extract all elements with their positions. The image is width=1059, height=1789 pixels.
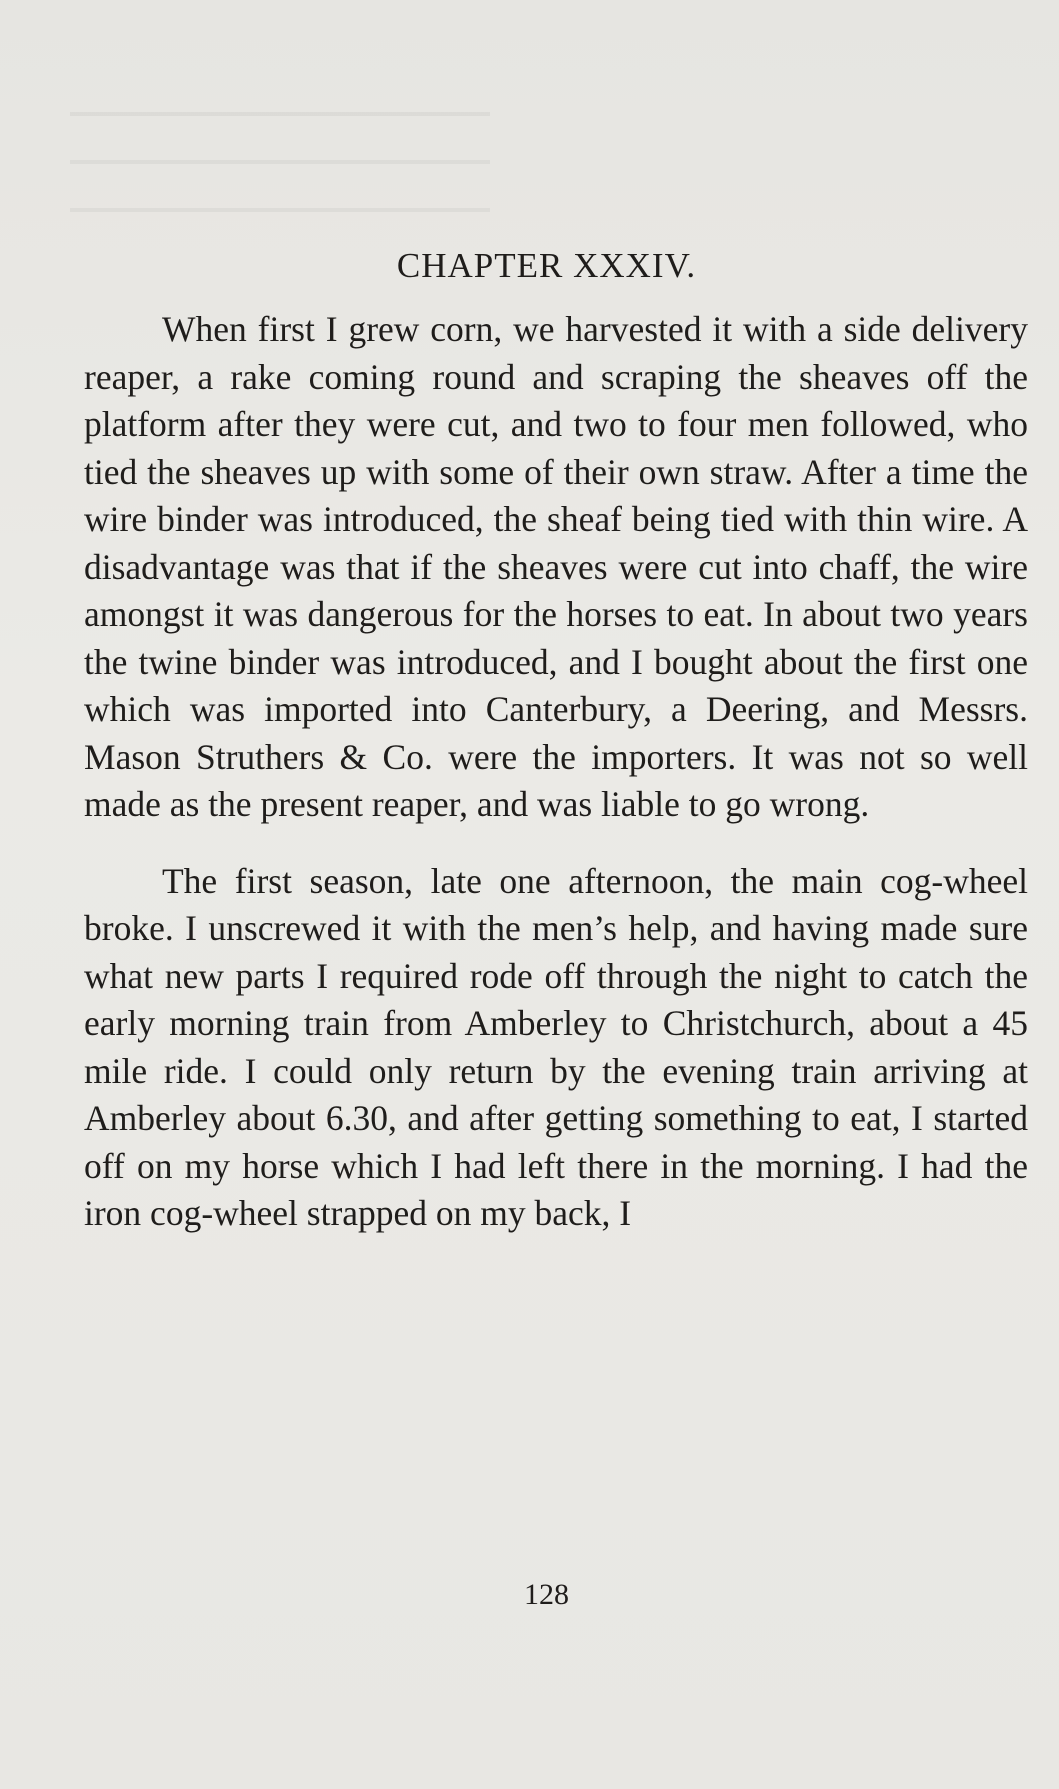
page-number: 128 — [524, 1578, 569, 1611]
body-text — [84, 306, 1028, 1238]
chapter-title: CHAPTER XXXIV. — [396, 246, 697, 285]
show-through-text — [70, 90, 490, 240]
paragraph-2: The first season, late one afternoon, the main cog-wheel broke. I unscrewed it with the men’s help, and having made sure what new parts I required rode off through the night to catch the early morning train from Amberley to Christchurch, about a 45 mile ride. I could only return by the evening train arriving at Amberley about 6.30, and after getting something to eat, I started off on my horse which I had left there in the morning. I had the iron cog-wheel strapped on my back, I — [84, 860, 1028, 1233]
paragraph-1: When first I grew corn, we harvested it with a side delivery reaper, a rake coming round and scraping the sheaves off the platform after they were cut, and two to four men followed, who tied the sheaves up with some of their own straw. After a time the wire binder was introduced, the sheaf being tied with thin wire. A disadvantage was that if the sheaves were cut into chaff, the wire amongst it was dangerous for the horses to eat. In about two years the twine binder was introduced, and I bought about the first one which was imported into Canterbury, a Deering, and Messrs. Mason Struthers & Co. were the importers. It was not so well made as the present reaper, and was liable to go wrong. — [84, 309, 1028, 824]
